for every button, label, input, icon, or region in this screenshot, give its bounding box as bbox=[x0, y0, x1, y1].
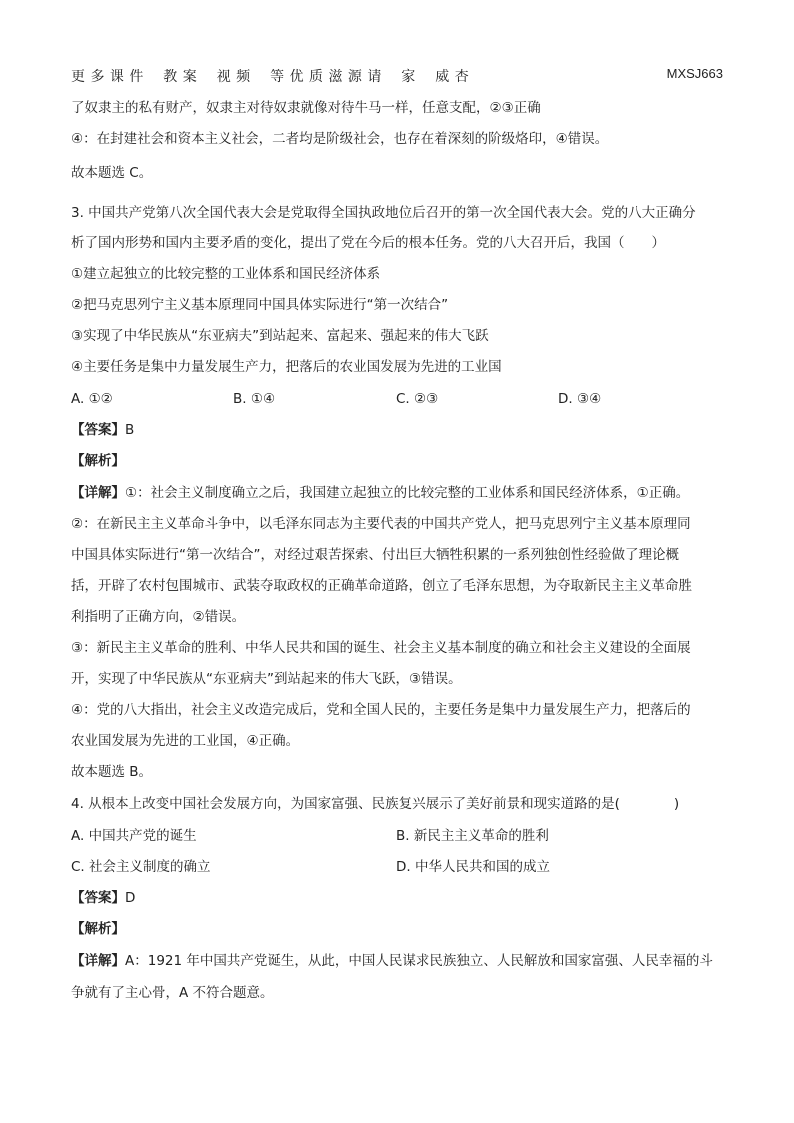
q3-answer bbox=[71, 420, 134, 440]
answer-tag: 【答案】 bbox=[71, 422, 125, 438]
q3-detail-line-9: 农业国发展为先进的工业国，④正确。 bbox=[71, 733, 300, 749]
q3-conclusion: 故本题选 B。 bbox=[71, 764, 153, 780]
q3-statement-1: ①建立起独立的比较完整的工业体系和国民经济体系 bbox=[71, 266, 381, 282]
q3-stem-line-2: 析了国内形势和国内主要矛盾的变化，提出了党在今后的根本任务。党的八大召开后，我国（ ） bbox=[71, 235, 665, 251]
q3-statement-4: ④主要任务是集中力量发展生产力，把落后的农业国发展为先进的工业国 bbox=[71, 359, 502, 375]
answer-value: D bbox=[125, 890, 136, 906]
q4-detail-line-1 bbox=[71, 951, 713, 971]
q4-detail-line-2: 争就有了主心骨，A 不符合题意。 bbox=[71, 985, 274, 1001]
q3-stem-line-1: 3. 中国共产党第八次全国代表大会是党取得全国执政地位后召开的第一次全国代表大会。党的八大正确分 bbox=[71, 205, 696, 221]
q4-option-a: A. 中国共产党的诞生 bbox=[71, 828, 197, 844]
q3-detail-line-3: 中国具体实际进行“第一次结合”，对经过艰苦探索、付出巨大牺牲积累的一系列独创性经验做了理论概 bbox=[71, 547, 679, 563]
page-header bbox=[71, 66, 723, 86]
q3-detail-line-7: 开，实现了中华民族从“东亚病夫”到站起来的伟大飞跃，③错误。 bbox=[71, 671, 462, 687]
q3-detail-line-2: ②：在新民主主义革命斗争中，以毛泽东同志为主要代表的中国共产党人，把马克思列宁主义基本原理同 bbox=[71, 516, 691, 532]
header-code: MXSJ663 bbox=[666, 66, 723, 81]
q3-detail-line-4: 括，开辟了农村包围城市、武装夺取政权的正确革命道路，创立了毛泽东思想，为夺取新民主主义革命胜 bbox=[71, 578, 692, 594]
intro-line-2: ④：在封建社会和资本主义社会，二者均是阶级社会，也存在着深刻的阶级烙印，④错误。 bbox=[71, 131, 609, 147]
q3-option-a: A. ①② bbox=[71, 391, 113, 407]
q3-detail-line-5: 利指明了正确方向，②错误。 bbox=[71, 609, 246, 625]
q3-detail-line-6: ③：新民主主义革命的胜利、中华人民共和国的诞生、社会主义基本制度的确立和社会主义建设的全面展 bbox=[71, 640, 691, 656]
q3-detail-line-1 bbox=[71, 483, 689, 503]
detail-tag: 【详解】 bbox=[71, 953, 125, 969]
q4-option-d: D. 中华人民共和国的成立 bbox=[396, 859, 550, 875]
q3-option-c: C. ②③ bbox=[396, 391, 439, 407]
q3-option-b: B. ①④ bbox=[233, 391, 276, 407]
header-promo-text: 更 多 课 件 教 案 视 频 等 优 质 滋 源 请 家 威 杏 bbox=[71, 69, 470, 85]
intro-line-1: 了奴隶主的私有财产，奴隶主对待奴隶就像对待牛马一样，任意支配，②③正确 bbox=[71, 100, 541, 116]
q4-option-b: B. 新民主主义革命的胜利 bbox=[396, 828, 549, 844]
intro-conclusion: 故本题选 C。 bbox=[71, 165, 153, 181]
q4-analysis-tag: 【解析】 bbox=[71, 921, 125, 937]
q4-option-c: C. 社会主义制度的确立 bbox=[71, 859, 211, 875]
q3-detail-line-8: ④：党的八大指出，社会主义改造完成后，党和全国人民的，主要任务是集中力量发展生产力，把落后的 bbox=[71, 702, 691, 718]
q4-stem: 4. 从根本上改变中国社会发展方向，为国家富强、民族复兴展示了美好前景和现实道路的是( ) bbox=[71, 796, 680, 812]
q4-answer bbox=[71, 888, 135, 908]
detail-text: ①：社会主义制度确立之后，我国建立起独立的比较完整的工业体系和国民经济体系，①正确。 bbox=[125, 485, 690, 501]
detail-text: A：1921 年中国共产党诞生，从此，中国人民谋求民族独立、人民解放和国家富强、人民幸福的斗 bbox=[125, 953, 713, 969]
q3-option-d: D. ③④ bbox=[558, 391, 602, 407]
answer-value: B bbox=[125, 422, 135, 438]
q3-statement-3: ③实现了中华民族从“东亚病夫”到站起来、富起来、强起来的伟大飞跃 bbox=[71, 328, 489, 344]
detail-tag: 【详解】 bbox=[71, 485, 125, 501]
answer-tag: 【答案】 bbox=[71, 890, 125, 906]
q3-statement-2: ②把马克思列宁主义基本原理同中国具体实际进行“第一次结合” bbox=[71, 297, 449, 313]
q3-analysis-tag: 【解析】 bbox=[71, 453, 125, 469]
